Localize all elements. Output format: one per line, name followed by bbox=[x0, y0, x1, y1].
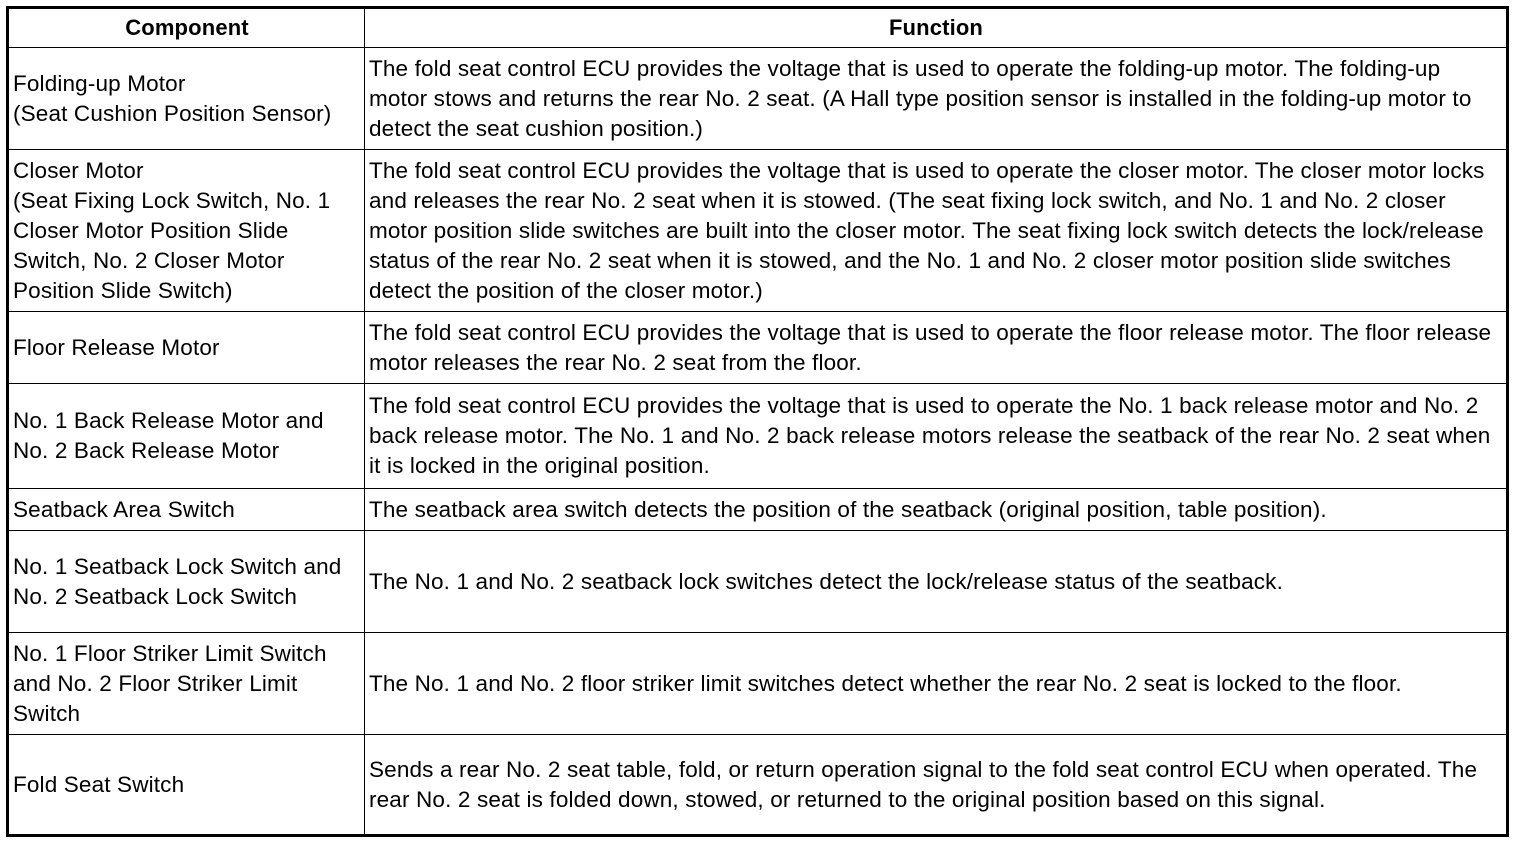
function-cell: The fold seat control ECU provides the voltage that is used to operate the floor release motor. The floor release motor releases the rear No. 2 seat from the floor. bbox=[365, 312, 1508, 384]
component-cell: No. 1 Floor Striker Limit Switch and No. 2 Floor Striker Limit Switch bbox=[8, 633, 365, 735]
function-cell: The No. 1 and No. 2 seatback lock switches detect the lock/release status of the seatback. bbox=[365, 531, 1508, 633]
function-cell: The seatback area switch detects the position of the seatback (original position, table position). bbox=[365, 489, 1508, 531]
table-row bbox=[8, 735, 1508, 836]
table-row bbox=[8, 312, 1508, 384]
function-cell: Sends a rear No. 2 seat table, fold, or return operation signal to the fold seat control ECU when operated. The rear No. 2 seat is folded down, stowed, or returned to the original position based on this signal. bbox=[365, 735, 1508, 836]
table-row bbox=[8, 489, 1508, 531]
function-cell: The fold seat control ECU provides the voltage that is used to operate the closer motor. The closer motor locks and releases the rear No. 2 seat when it is stowed. (The seat fixing lock switch, and No. 1 and No. 2 closer motor position slide switches are built into the closer motor. The seat fixing lock switch detects the lock/release status of the rear No. 2 seat when it is stowed, and the No. 1 and No. 2 closer motor position slide switches detect the position of the closer motor.) bbox=[365, 150, 1508, 312]
component-cell: Seatback Area Switch bbox=[8, 489, 365, 531]
component-cell: Floor Release Motor bbox=[8, 312, 365, 384]
table-row bbox=[8, 384, 1508, 489]
component-cell: No. 1 Back Release Motor and No. 2 Back Release Motor bbox=[8, 384, 365, 489]
table-row bbox=[8, 531, 1508, 633]
table-row bbox=[8, 48, 1508, 150]
component-function-table-container bbox=[6, 6, 1506, 835]
table-header-row bbox=[8, 8, 1508, 48]
table-row bbox=[8, 150, 1508, 312]
component-cell: No. 1 Seatback Lock Switch and No. 2 Seatback Lock Switch bbox=[8, 531, 365, 633]
table-row bbox=[8, 633, 1508, 735]
function-cell: The fold seat control ECU provides the voltage that is used to operate the No. 1 back release motor and No. 2 back release motor. The No. 1 and No. 2 back release motors release the seatback of the rear No. 2 seat when it is locked in the original position. bbox=[365, 384, 1508, 489]
component-cell: Folding-up Motor (Seat Cushion Position Sensor) bbox=[8, 48, 365, 150]
column-header-component: Component bbox=[8, 8, 365, 48]
component-cell: Closer Motor (Seat Fixing Lock Switch, No. 1 Closer Motor Position Slide Switch, No. 2 Closer Motor Position Slide Switch) bbox=[8, 150, 365, 312]
function-cell: The fold seat control ECU provides the voltage that is used to operate the folding-up motor. The folding-up motor stows and returns the rear No. 2 seat. (A Hall type position sensor is installed in the folding-up motor to detect the seat cushion position.) bbox=[365, 48, 1508, 150]
function-cell: The No. 1 and No. 2 floor striker limit switches detect whether the rear No. 2 seat is locked to the floor. bbox=[365, 633, 1508, 735]
component-function-table bbox=[6, 6, 1509, 837]
column-header-function: Function bbox=[365, 8, 1508, 48]
component-cell: Fold Seat Switch bbox=[8, 735, 365, 836]
